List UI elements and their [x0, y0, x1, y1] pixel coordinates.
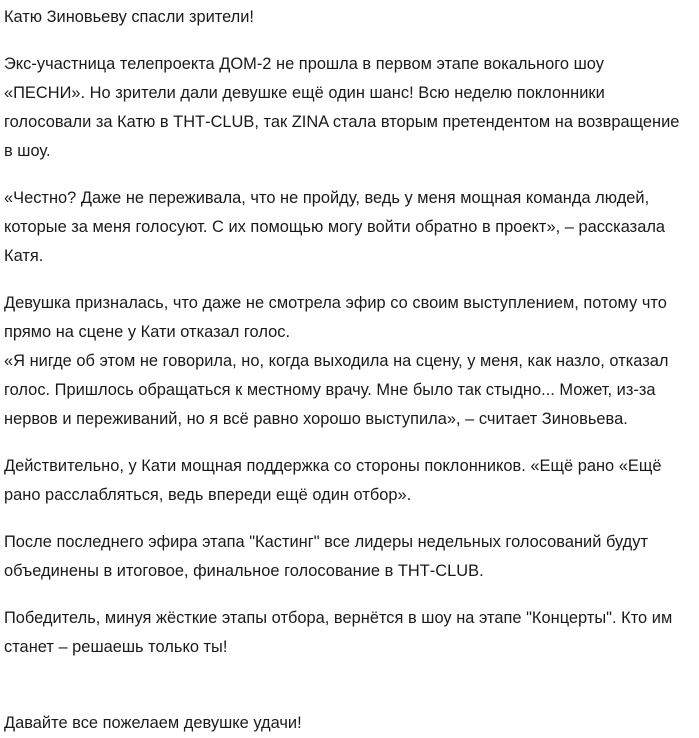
article-paragraph-closing: Давайте все пожелаем девушке удачи! [4, 714, 302, 732]
page-title: Катю Зиновьеву спасли зрители! [4, 8, 254, 26]
article-paragraph-quote-honest: «Честно? Даже не переживала, что не пройду, ведь у меня мощная команда людей, которые за меня голосуют. С их помощью могу войти обратно в проект», – рассказала Катя. [4, 189, 670, 265]
article-paragraph-quote-voice: «Я нигде об этом не говорила, но, когда выходила на сцену, у меня, как назло, отказал голос. Пришлось обращаться к местному врачу. Мне было так стыдно... Может, из-за нервов и переживаний, но я всё равно хорошо выступила», – считает Зиновьева. [4, 352, 674, 428]
article-paragraph-confession: Девушка призналась, что даже не смотрела эфир со своим выступлением, потому что прямо на сцене у Кати отказал голос. [4, 294, 672, 341]
article-paragraph-casting-final: После последнего эфира этапа "Кастинг" все лидеры недельных голосований будут объединены в итоговое, финальное голосование в ТНТ-CLUB. [4, 533, 653, 580]
article-paragraph-winner: Победитель, минуя жёсткие этапы отбора, вернётся в шоу на этапе "Концерты". Кто им станет – решаешь только ты! [4, 609, 677, 656]
article-paragraph-support: Действительно, у Кати мощная поддержка со стороны поклонников. «Ещё рано «Ещё рано расслабляться, ведь впереди ещё один отбор». [4, 457, 667, 504]
article-paragraph-intro: Экс-участница телепроекта ДОМ-2 не прошла в первом этапе вокального шоу «ПЕСНИ». Но зрители дали девушке ещё один шанс! Всю неделю поклонники голосовали за Катю в ТНТ-CLUB, так ZINA стала вторым претендентом на возвращение в шоу. [4, 55, 685, 160]
